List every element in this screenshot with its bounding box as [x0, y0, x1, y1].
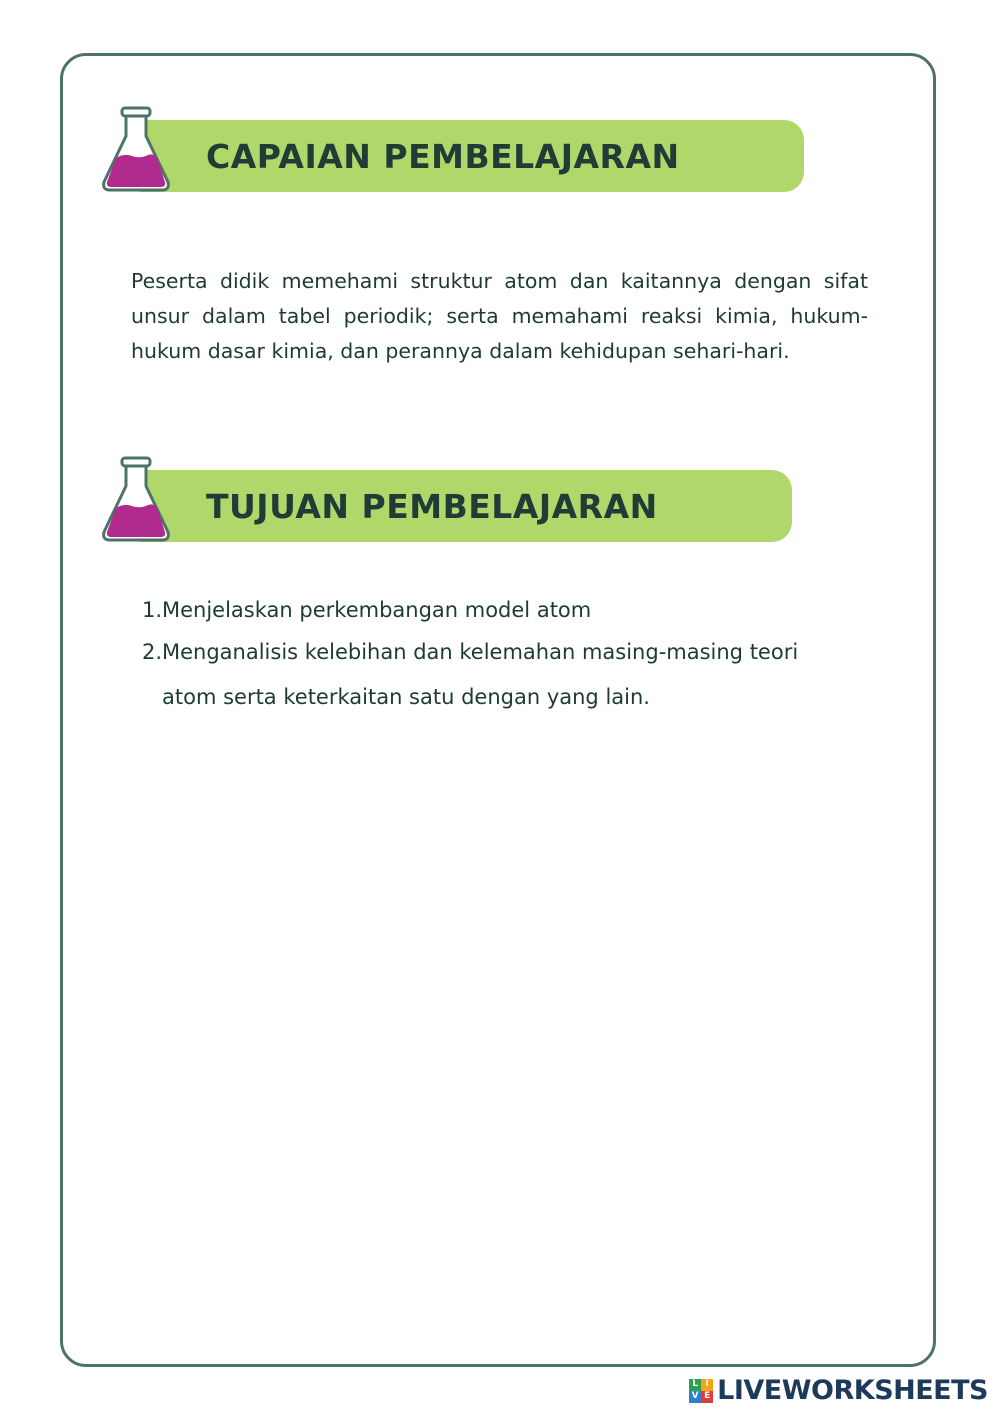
capaian-paragraph: Peserta didik memehami struktur atom dan kaitannya dengan sifat unsur dalam tabel periodik; serta memahami reaksi kimia, hukum-hukum dasar kimia, dan perannya dalam kehidupan sehari-hari. [131, 268, 868, 363]
capaian-title: CAPAIAN PEMBELAJARAN [206, 136, 680, 176]
capaian-header-bar [140, 120, 804, 192]
flask-icon [100, 106, 172, 194]
logo-letter: I [701, 1379, 713, 1391]
logo-letter: E [701, 1391, 713, 1403]
logo-letter: V [689, 1391, 701, 1403]
tujuan-header-bar [140, 470, 792, 542]
list-item-number: 2. [141, 640, 162, 664]
tujuan-title: TUJUAN PEMBELAJARAN [206, 486, 658, 526]
brand-name: LIVEWORKSHEETS [717, 1375, 988, 1406]
list-item [0, 630, 1000, 720]
liveworksheets-logo-icon [689, 1379, 713, 1403]
logo-letter: L [689, 1379, 701, 1391]
list-item-number: 1. [141, 598, 162, 622]
tujuan-list [0, 590, 1000, 720]
list-item [0, 590, 1000, 630]
flask-icon [100, 456, 172, 544]
list-item-text: Menjelaskan perkembangan model atom [162, 598, 592, 622]
list-item-text: Menganalisis kelebihan dan kelemahan masing-masing teori atom serta keterkaitan satu dengan yang lain. [162, 640, 799, 709]
liveworksheets-brand [689, 1375, 988, 1406]
